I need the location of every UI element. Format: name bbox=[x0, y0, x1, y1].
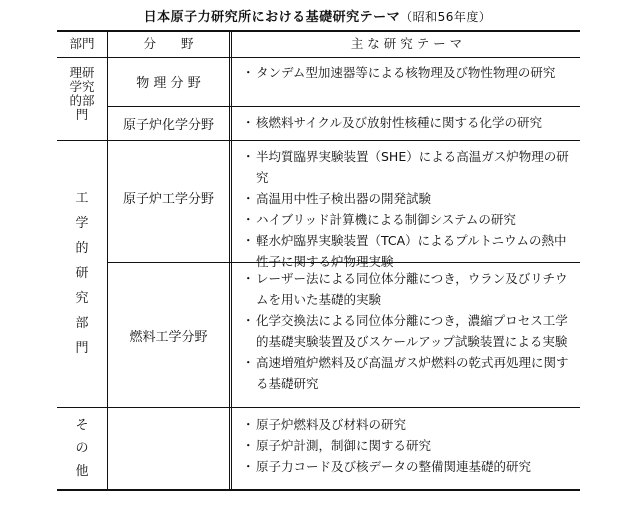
rule-bottom bbox=[57, 489, 580, 491]
dept-line: 理研 bbox=[69, 65, 95, 80]
dept-char: 研 bbox=[75, 266, 89, 281]
dept-char: 部 bbox=[75, 316, 89, 331]
list-item bbox=[238, 352, 572, 394]
themes-physics bbox=[238, 62, 572, 83]
dept-science bbox=[57, 66, 107, 122]
themes-reactor-chemistry bbox=[238, 112, 572, 133]
theme-text: 原子力コード及び核データの整備関連基礎的研究 bbox=[256, 459, 532, 474]
field-physics: 物 理 分 野 bbox=[136, 76, 201, 91]
list-item bbox=[238, 456, 572, 477]
field-reactor-chemistry: 原子炉化学分野 bbox=[122, 118, 214, 133]
header-themes: 主 な 研 究 テ ー マ bbox=[350, 36, 463, 51]
themes-fuel-engineering bbox=[238, 268, 572, 394]
list-item bbox=[238, 230, 572, 272]
bullet: ・ bbox=[242, 459, 255, 474]
list-item bbox=[238, 188, 572, 209]
dept-char: 的 bbox=[75, 241, 89, 256]
bullet: ・ bbox=[242, 355, 255, 370]
themes-other bbox=[238, 414, 572, 477]
list-item bbox=[238, 146, 572, 188]
dept-char: 学 bbox=[75, 216, 89, 231]
dept-engineering bbox=[57, 187, 107, 362]
field-fuel-engineering: 燃料工学分野 bbox=[129, 330, 208, 345]
rule-col-1 bbox=[107, 30, 108, 489]
bullet: ・ bbox=[242, 313, 255, 328]
bullet: ・ bbox=[242, 233, 255, 248]
dept-line: 門 bbox=[75, 107, 89, 122]
theme-text: 半均質臨界実験装置（SHE）による高温ガス炉物理の研究 bbox=[256, 149, 569, 185]
list-item bbox=[238, 310, 572, 352]
list-item bbox=[238, 62, 572, 83]
dept-char: 門 bbox=[75, 341, 89, 356]
theme-text: 高速増殖炉燃料及び高温ガス炉燃料の乾式再処理に関する基礎研究 bbox=[256, 355, 569, 391]
title-year: （昭和56年度） bbox=[400, 10, 492, 24]
header-dept: 部門 bbox=[69, 36, 95, 51]
dept-char: 究 bbox=[75, 291, 89, 306]
bullet: ・ bbox=[242, 438, 255, 453]
field-reactor-engineering: 原子炉工学分野 bbox=[122, 192, 214, 207]
dept-char: 他 bbox=[75, 464, 89, 479]
theme-text: 核燃料サイクル及び放射性核種に関する化学の研究 bbox=[256, 115, 543, 130]
theme-text: 原子炉計測，制御に関する研究 bbox=[256, 438, 432, 453]
list-item bbox=[238, 112, 572, 133]
bullet: ・ bbox=[242, 149, 255, 164]
bullet: ・ bbox=[242, 212, 255, 227]
bullet: ・ bbox=[242, 65, 255, 80]
rule-header bbox=[57, 57, 580, 58]
dept-char: そ bbox=[75, 418, 89, 433]
rule-row-1 bbox=[107, 106, 580, 107]
dept-char: 工 bbox=[75, 191, 89, 206]
header-field: 分 野 bbox=[143, 36, 194, 51]
rule-section-1 bbox=[57, 140, 580, 141]
theme-text: 原子炉燃料及び材料の研究 bbox=[256, 417, 407, 432]
themes-reactor-engineering bbox=[238, 146, 572, 272]
dept-char: の bbox=[75, 441, 89, 456]
dept-line: 学究 bbox=[69, 79, 95, 94]
bullet: ・ bbox=[242, 271, 255, 286]
rule-section-2 bbox=[57, 407, 580, 408]
dept-other bbox=[57, 414, 107, 483]
dept-line: 的部 bbox=[69, 93, 95, 108]
theme-text: タンデム型加速器等による核物理及び物性物理の研究 bbox=[256, 65, 556, 80]
bullet: ・ bbox=[242, 191, 255, 206]
theme-text: 高温用中性子検出器の開発試験 bbox=[256, 191, 432, 206]
list-item bbox=[238, 414, 572, 435]
bullet: ・ bbox=[242, 115, 255, 130]
list-item bbox=[238, 435, 572, 456]
theme-text: 軽水炉臨界実験装置（TCA）によるプルトニウムの熱中性子に関する炉物理実験 bbox=[256, 233, 567, 269]
theme-text: レーザー法による同位体分離につき，ウラン及びリチウムを用いた基礎的実験 bbox=[256, 271, 568, 307]
theme-text: 化学交換法による同位体分離につき，濃縮プロセス工学的基礎実験装置及びスケールアップ試験装置による実験 bbox=[256, 313, 568, 349]
title-main: 日本原子力研究所における基礎研究テーマ bbox=[143, 10, 401, 25]
list-item bbox=[238, 268, 572, 310]
rule-col-2 bbox=[229, 30, 232, 489]
theme-text: ハイブリッド計算機による制御システムの研究 bbox=[256, 212, 516, 227]
list-item bbox=[238, 209, 572, 230]
bullet: ・ bbox=[242, 417, 255, 432]
